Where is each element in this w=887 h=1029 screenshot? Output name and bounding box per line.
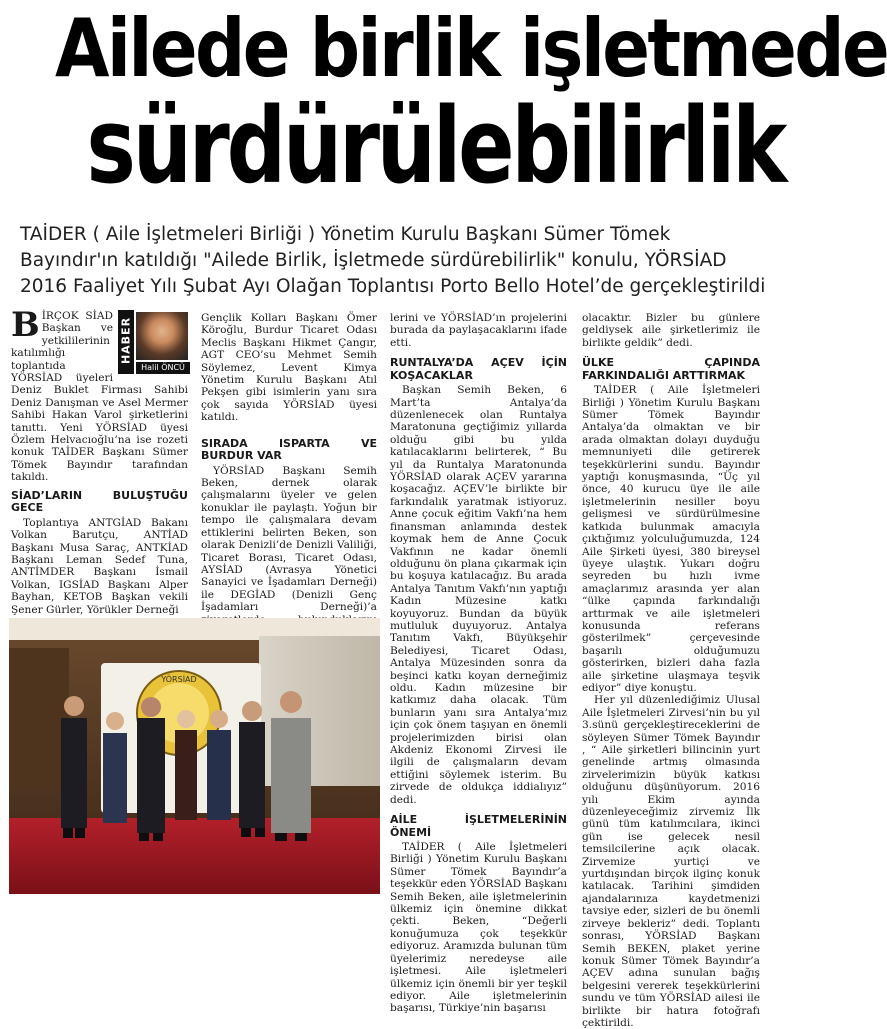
dropcap: B: [11, 305, 40, 345]
article-column-3: [390, 312, 567, 1015]
headline-line-1: Ailede birlik işletmede: [55, 2, 887, 95]
event-photo: [9, 618, 380, 894]
column-3-paragraph-2: Başkan Semih Beken, 6 Mart’ta Antalya’da düzenlenecek olan Runtalya Maratonuna geçtiğimiz yıllarda olduğu gibi bu yılda katılacaklarını belirterek, “ Bu yıl da Runtalya Maratonunda YÖRSİAD olarak AÇEV yararına koşacağız. AÇEV’le birlikte bir farkındalık yaratmak istiyoruz. Anne çocuk eğitim Vakfı’na hem finansman anlamında destek koymak hem de Anne Çocuk Vakfının ne kadar önemli olduğunu ön plana çıkarmak için bu koşuya katılacağız. Bu arada Antalya Tanıtım Vakfı’nın yaptığı Kadın Müzesine katkı koyuyoruz. Bundan da büyük mutluluk duyuyoruz. Antalya Tanıtım Vakfı, Büyükşehir Belediyesi, Ticaret Odası, Antalya Müzesinden sonra da beşinci katkı koyan derneğimiz oldu. Kadın müzesine bir katkımız daha olacak. Tüm bunların yanı sıra Antalya’mız için çok önem taşıyan en önemli projelerimizden birisi olan Akdeniz Ekonomi Zirvesi ile ilgili de çalışmaların devam ettiğini söylemek isterim. Bu zirvede de oldukça iddialıyız” dedi.: [390, 384, 567, 806]
author-photo: [136, 312, 188, 360]
subhead-runtalya: RUNTALYA’DA AÇEV İÇİN KOŞACAKLAR: [390, 356, 567, 382]
column-2-paragraph-1: Gençlik Kolları Başkanı Ömer Köroğlu, Burdur Ticaret Odası Meclis Başkanı Hikmet Çangır, AGT CEO’su Mehmet Semih Söylemez, Levent Kimya Yönetim Kurulu Başkanı Atıl Pekşen gibi isimlerin yanı sıra çok sayıda YÖRSİAD üyesi katıldı.: [201, 312, 377, 424]
haber-label-bar: [118, 310, 134, 374]
event-photo-illustration: [9, 618, 380, 894]
article-column-2: [201, 312, 377, 663]
subhead-aile-isletmeleri: AİLE İŞLETMELERİNİN ÖNEMİ: [390, 813, 567, 839]
column-4-paragraph-3: Her yıl düzenlediğimiz Ulusal Aile İşletmeleri Zirvesi’nin bu yıl 3.sünü gerçekleştireceklerini de söyleyen Sümer Tömek Bayındır , “ Aile şirketleri bilincinin yurt genelinde artmış olmasında zirvelerimizin büyük katkısı olduğunu düşünüyorum. 2016 yılı Ekim ayında düzenleyeceğimiz zirvemiz İlk günü tüm katılımcılara, ikinci gün ise gelecek nesil temsilcilerine açık olacak. Zirvemize yurtiçi ve yurtdışından birçok ilginç konuk katılacak. Tarihini şimdiden ajandalarınıza kaydetmenizi tavsiye eder, sizleri de bu önemli zirveye bekleriz” dedi. Toplantı sonrası, YÖRSİAD Başkanı Semih BEKEN, plaket yerine konuk Sümer Tömek Bayındır’a AÇEV adına sunulan bağış belgesini vererek teşekkürlerini sundu ve tüm YÖRSİAD ailesi ile birlikte bir hatıra fotoğrafı çektirildi.: [582, 694, 760, 1029]
author-name: Halil ÖNCÜ: [136, 362, 190, 374]
lead-line-2: Bayındır'ın katıldığı "Ailede Birlik, İşletmede sürdürebilirlik" konulu, YÖRSİAD: [20, 250, 727, 271]
column-3-paragraph-1: lerini ve YÖRSİAD’ın projelerini burada da paylaşacaklarını ifade etti.: [390, 312, 567, 349]
column-4-paragraph-1: olacaktır. Bizler bu günlere geldiysek aile şirketlerimiz ile birlikte geldik” dedi.: [582, 312, 760, 349]
subhead-farkindalik: ÜLKE ÇAPINDA FARKINDALIĞI ARTTIRMAK: [582, 356, 760, 382]
lead-line-1: TAİDER ( Aile İşletmeleri Birliği ) Yönetim Kurulu Başkanı Sümer Tömek: [20, 224, 671, 245]
column-1-paragraph-2: Toplantıya ANTGİAD Bakanı Volkan Barutçu, ANTİAD Başkanı Musa Saraç, ANTKİAD Başkanı Leman Sedef Tuna, ANTİMDER Başkanı İsmail Volkan, IGSİAD Başkanı Alper Bayhan, KETOB Başkan vekili Şener Gürler, Yörükler Derneği: [11, 516, 188, 616]
banner-text: YÖRSİAD: [161, 675, 197, 684]
subhead-isparta: SIRADA ISPARTA VE BURDUR VAR: [201, 436, 377, 463]
haber-label: HABER: [119, 316, 133, 365]
column-1-text-1: İRÇOK SİAD Başkan ve yetkililerinin katılımlığı toplantıda YÖRSİAD üyeleri Deniz Buklet Firması Sahibi Deniz Danışman ve Asel Mermer Sahibi Hakan Varol şirketlerini tanıttı. Yeni YÖRSİAD üyesi Özlem Helvacıoğlu’na ise rozeti konuk TAİDER Başkanı Sümer Tömek Bayındır tarafından takıldı.: [11, 310, 188, 484]
subhead-siad: SİAD’LARIN BULUŞTUĞU GECE: [11, 488, 188, 515]
article-column-4: [582, 312, 760, 1029]
column-2-paragraph-2: YÖRSİAD Başkanı Semih Beken, dernek olarak çalışmalarını üyeler ve gelen konuklar ile paylaştı. Yoğun bir tempo ile çalışmalara devam ettiklerini belirten Beken, son olarak Denizli’de Denizli Valiliği, Ticaret Borası, Ticaret Odası, AYSİAD (Avrasya Yönetici Sanayici ve İşadamları Derneği) ile DEGİAD (Denizli Genç İşadamları Derneği)’a: [201, 464, 377, 614]
column-4-paragraph-2: TAİDER ( Aile İşletmeleri Birliği ) Yönetim Kurulu Başkanı Sümer Tömek Bayındır Antalya’da olmaktan ve bir arada olmaktan dolayı duyduğu memnuniyeti dile getirerek teşekkürlerini sundu. Bayındır yaptığı konuşmasında, “Üç yıl önce, 40 kurucu üye ile aile işletmelerinin nesiller boyu gelişmesi ve sürdürülmesine katkıda bulunmak amacıyla çıktığımız yolculuğumuzda, 124 Aile Şirketi üyesi, 380 bireysel üyeye ulaştık. Yukarı doğru seyreden bu hızlı ivme amaçlarımız arasında yer alan “ülke çapında farkındalığı arttırmak ve aile işletmeleri konusunda referans gösterilmek” çerçevesinde başarılı olduğumuzu gösterirken, bizleri daha fazla aile şirketine ulaşmaya teşvik ediyor” diye konuştu.: [582, 384, 760, 694]
lead-paragraph: [20, 222, 780, 300]
lead-line-3: 2016 Faaliyet Yılı Şubat Ayı Olağan Toplantısı Porto Bello Hotel’de gerçekleştirildi: [20, 276, 766, 297]
column-3-paragraph-3: TAİDER ( Aile İşletmeleri Birliği ) Yönetim Kurulu Başkanı Sümer Tömek Bayındır’a teşekkür eden YÖRSİAD Başkanı Semih Beken, aile işletmelerinin ülkemiz için önemine dikkat çekti. Beken, “Değerli konuğumuza çok teşekkür ediyoruz. Aramızda bulunan tüm üyelerimiz neredeyse aile işletmesi. Aile işletmeleri ülkemiz için önemli bir yer teşkil ediyor. Aile işletmelerinin başarısı, Türkiye’nin başarısı: [390, 841, 567, 1015]
headline-line-2: sürdürülebilirlik: [86, 85, 785, 207]
